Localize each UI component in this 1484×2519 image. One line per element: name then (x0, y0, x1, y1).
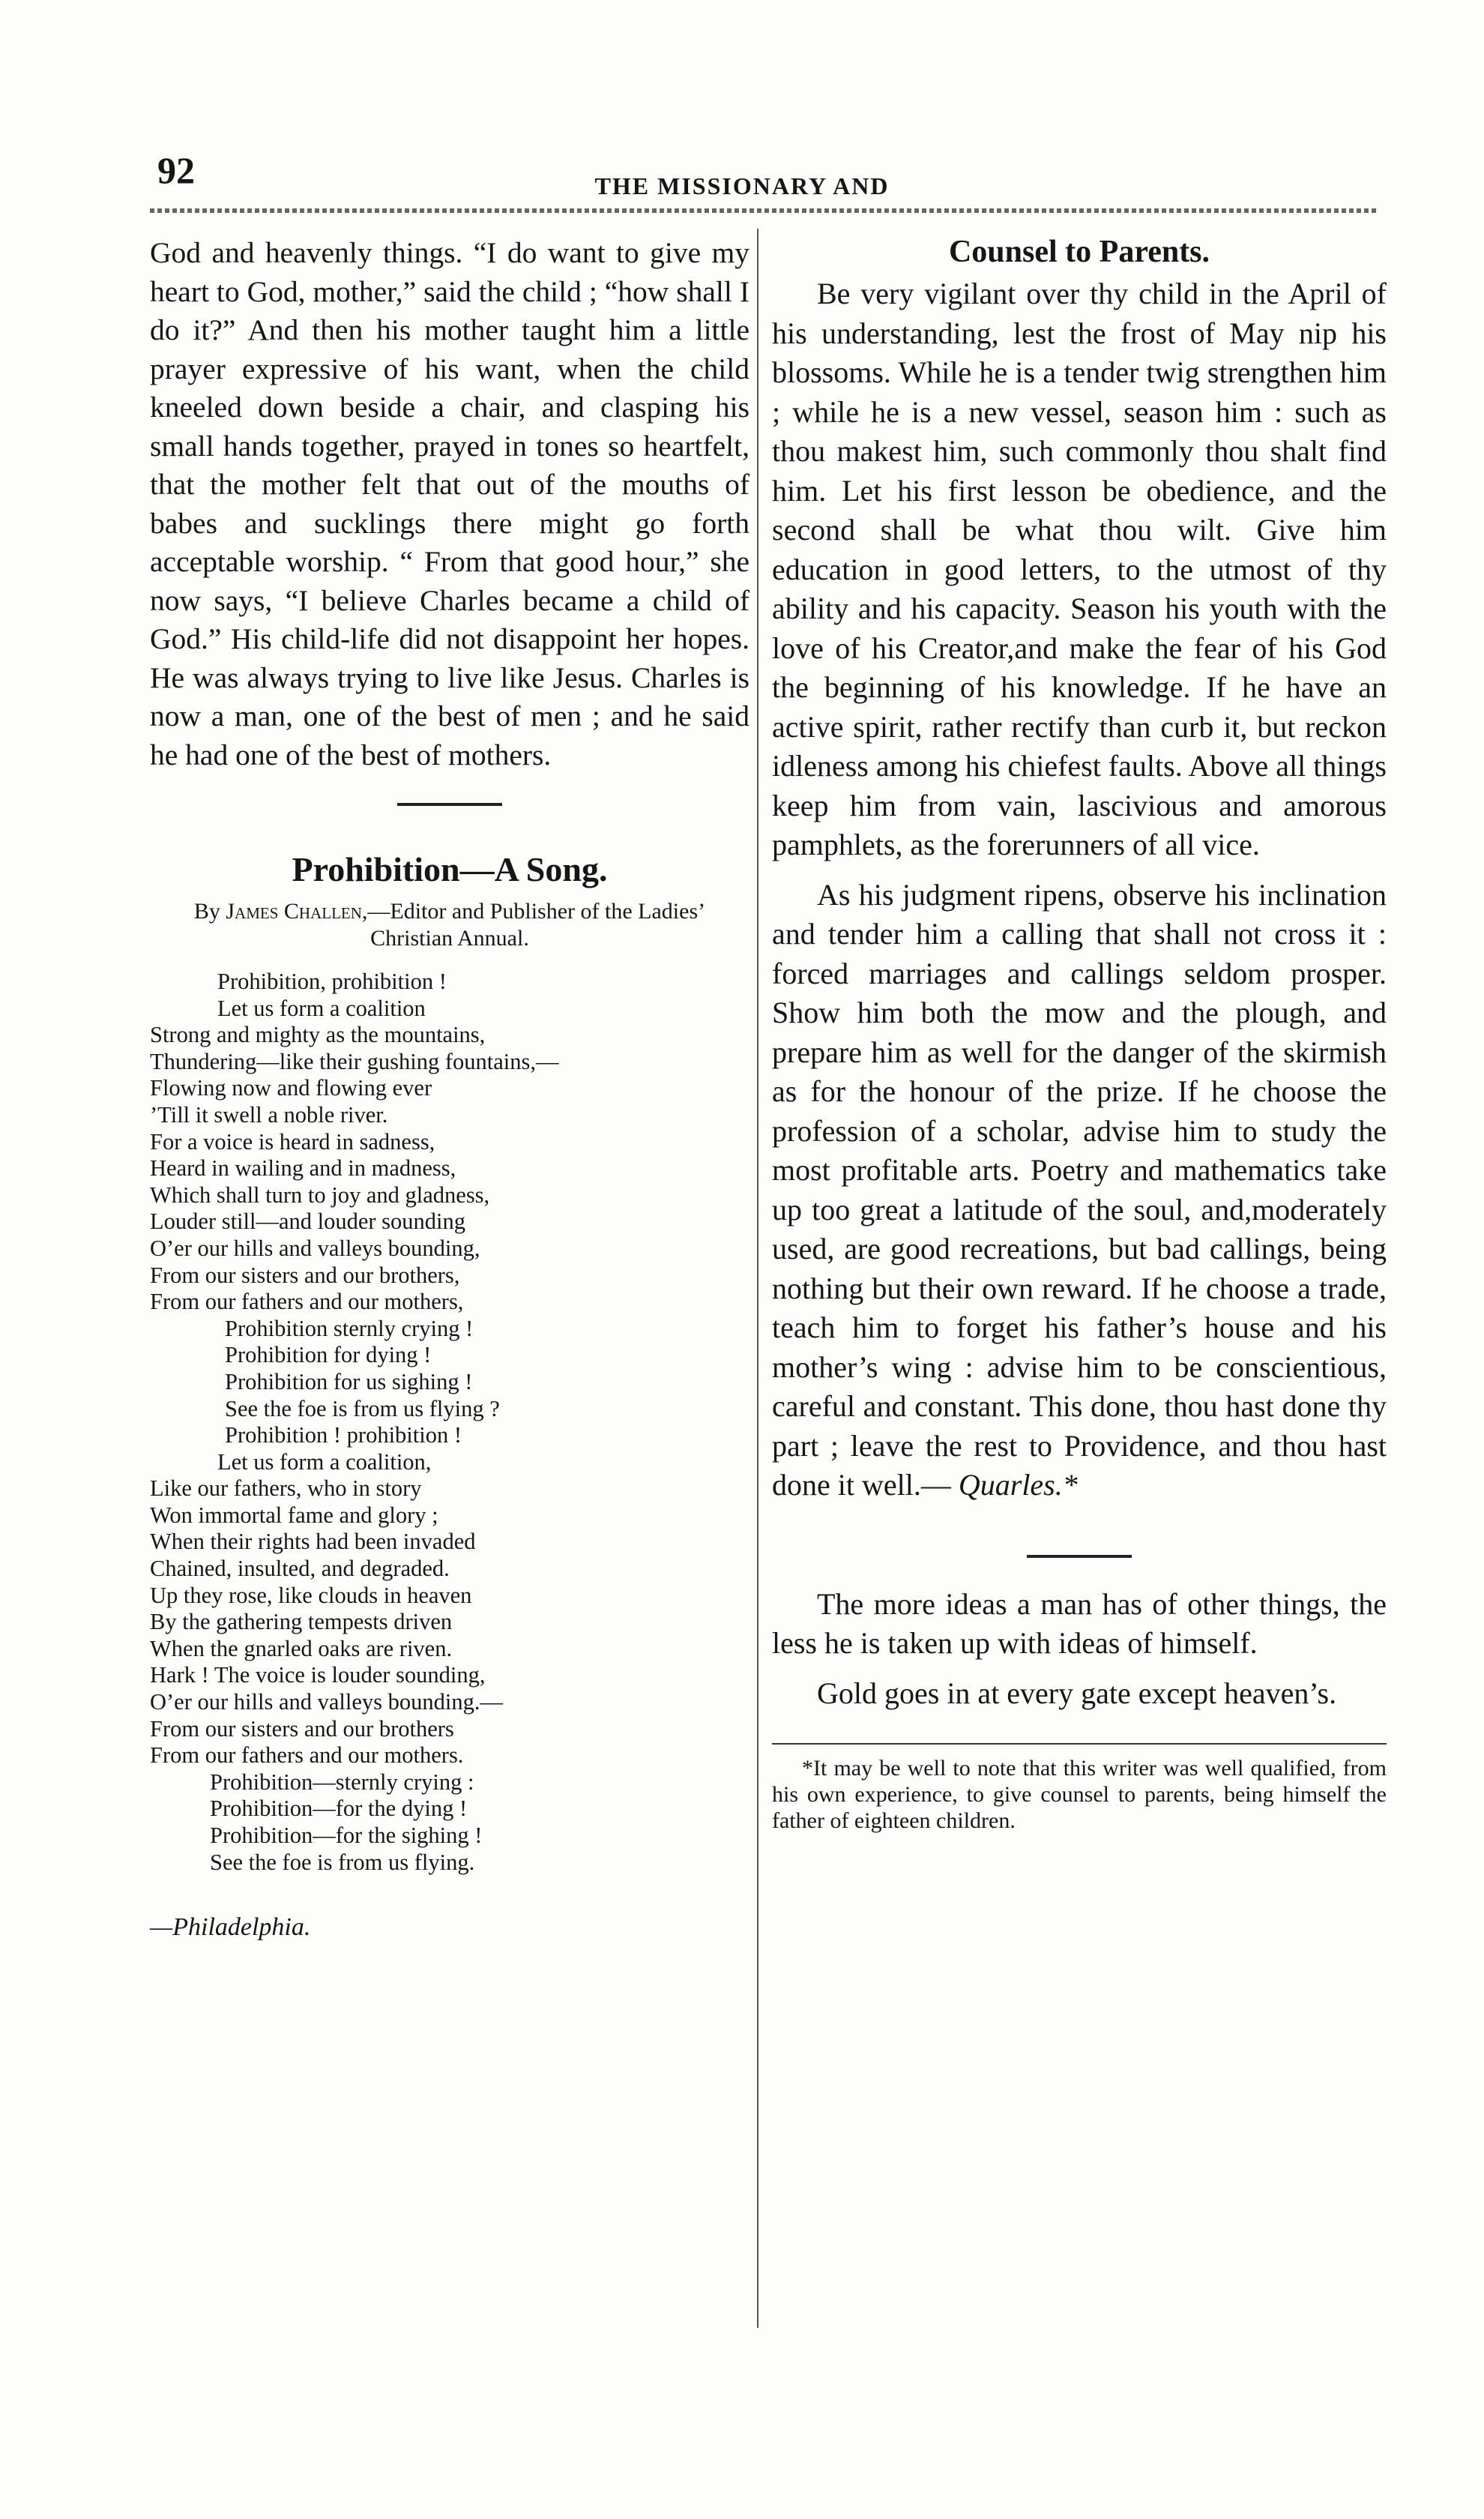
maxim-2: Gold goes in at every gate except heaven’s. (817, 1676, 1337, 1710)
page-number: 92 (157, 149, 195, 191)
poem-line: Chained, insulted, and degraded. (150, 1556, 450, 1582)
poem-line: Which shall turn to joy and gladness, (150, 1182, 490, 1208)
counsel-signature: Quarles.* (958, 1468, 1078, 1502)
footnote: *It may be well to note that this writer was well qualified, from his own experience, to give counsel to parents, being himself the father of eighteen children. (772, 1756, 1387, 1833)
counsel-paragraph-2-text: As his judgment ripens, observe his inclination and tender him a calling that shall not cross it : forced marriages and callings seldom prosper. Show him both the mow and the plough, and prepare him as well for the danger of the skirmish as for the honour of the prize. If he choose the profession of a scholar, advise him to study the most profitable arts. Poetry and mathematics take up too great a latitude of the soul, and,moderately used, are good recreations, but bad callings, being nothing but their own reward. If he choose a trade, teach him to forget his father’s house and his mother’s wing : advise him to be conscientious, careful and constant. This done, thou hast done thy part ; leave the rest to Providence, and thou hast done it well.— (772, 877, 1387, 1502)
column-divider (757, 229, 758, 2328)
poem-line: Prohibition ! prohibition ! (225, 1422, 462, 1448)
poem-line: Prohibition—for the sighing ! (210, 1823, 483, 1848)
byline-lead: By (193, 899, 226, 924)
poem-line: Prohibition—for the dying ! (210, 1796, 468, 1822)
poem-line: Prohibition for dying ! (225, 1342, 432, 1368)
counsel-paragraph-1: Be very vigilant over thy child in the April of his understanding, lest the frost of May nip his blossoms. While he is a tender twig strengthen him ; while he is a new vessel, season him : such as thou makest him, such commonly thou shalt find him. Let his first lesson be obedience, and the second shall be what thou wilt. Give him education in good letters, to the utmost of thy ability and his capacity. Season his youth with the love of his Creator,and make the fear of his God the beginning of his knowledge. If he have an active spirit, rather rectify than curb it, but reckon idleness among his chiefest faults. Above all things keep him from vain, lascivious and amorous pamphlets, as the forerunners of all vice. (772, 277, 1387, 861)
poem-line: Won immortal fame and glory ; (150, 1502, 438, 1528)
maxim-1: The more ideas a man has of other things, the less he is taken up with ideas of himself. (772, 1586, 1387, 1660)
poem-line: Thundering—like their gushing fountains,— (150, 1048, 559, 1074)
header-rule (150, 208, 1379, 213)
poem-line: Heard in wailing and in madness, (150, 1155, 456, 1182)
poem-line: Up they rose, like clouds in heaven (150, 1582, 472, 1608)
poem-line: Prohibition—sternly crying : (210, 1769, 474, 1795)
song-author: James Challen (226, 899, 362, 924)
poem-line: See the foe is from us flying. (210, 1849, 475, 1875)
poem-line: When the gnarled oaks are riven. (150, 1635, 453, 1661)
counsel-paragraph-2 (772, 876, 1387, 1505)
poem-line: From our sisters and our brothers (150, 1715, 454, 1742)
poem-line: Louder still—and louder sounding (150, 1209, 466, 1235)
poem-line: Flowing now and flowing ever (150, 1075, 432, 1101)
poem-line: Let us form a coalition (217, 995, 426, 1021)
poem-line: Strong and mighty as the mountains, (150, 1022, 486, 1048)
poem-line: See the foe is from us flying ? (225, 1395, 500, 1421)
song-signature: —Philadelphia. (150, 1913, 311, 1942)
left-column (150, 234, 749, 1942)
poem-line: O’er our hills and valleys bounding.— (150, 1689, 503, 1715)
poem-line: Hark ! The voice is louder sounding, (150, 1662, 486, 1688)
poem-line: By the gathering tempests driven (150, 1609, 453, 1635)
poem-line: From our sisters and our brothers, (150, 1262, 460, 1288)
poem-line: When their rights had been invaded (150, 1529, 476, 1555)
song-poem (150, 969, 749, 1876)
song-title: Prohibition—A Song. (292, 850, 608, 888)
poem-line: Prohibition, prohibition ! (217, 969, 447, 994)
poem-line: Prohibition for us sighing ! (225, 1368, 473, 1394)
counsel-title: Counsel to Parents. (948, 235, 1210, 269)
continuation-paragraph: God and heavenly things. “I do want to give my heart to God, mother,” said the child ; “how shall I do it?” And then his mother taught him a little prayer expressive of his want, when the child kneeled down beside a chair, and clasping his small hands together, prayed in tones so heartfelt, that the mother felt that out of the mouths of babes and sucklings there might go forth acceptable worship. “ From that good hour,” she now says, “I believe Charles became a child of God.” His child-life did not disappoint her hopes. He was always trying to live like Jesus. Charles is now a man, one of the best of men ; and he said he had one of the best of mothers. (150, 236, 749, 771)
poem-line: Like our fathers, who in story (150, 1475, 422, 1502)
poem-line: From our fathers and our mothers. (150, 1742, 464, 1769)
poem-line: For a voice is heard in sadness, (150, 1128, 435, 1155)
byline-rest: ,—Editor and Publisher of the Ladies’ Christian Annual. (361, 899, 706, 951)
poem-line: ’Till it swell a noble river. (150, 1101, 388, 1128)
poem-line: O’er our hills and valleys bounding, (150, 1235, 480, 1261)
running-head: THE MISSIONARY AND (594, 172, 890, 199)
song-byline (150, 898, 749, 952)
poem-line: Prohibition sternly crying ! (225, 1315, 474, 1341)
poem-line: From our fathers and our mothers, (150, 1289, 464, 1315)
poem-line: Let us form a coalition, (217, 1448, 432, 1475)
right-column (772, 234, 1387, 1834)
